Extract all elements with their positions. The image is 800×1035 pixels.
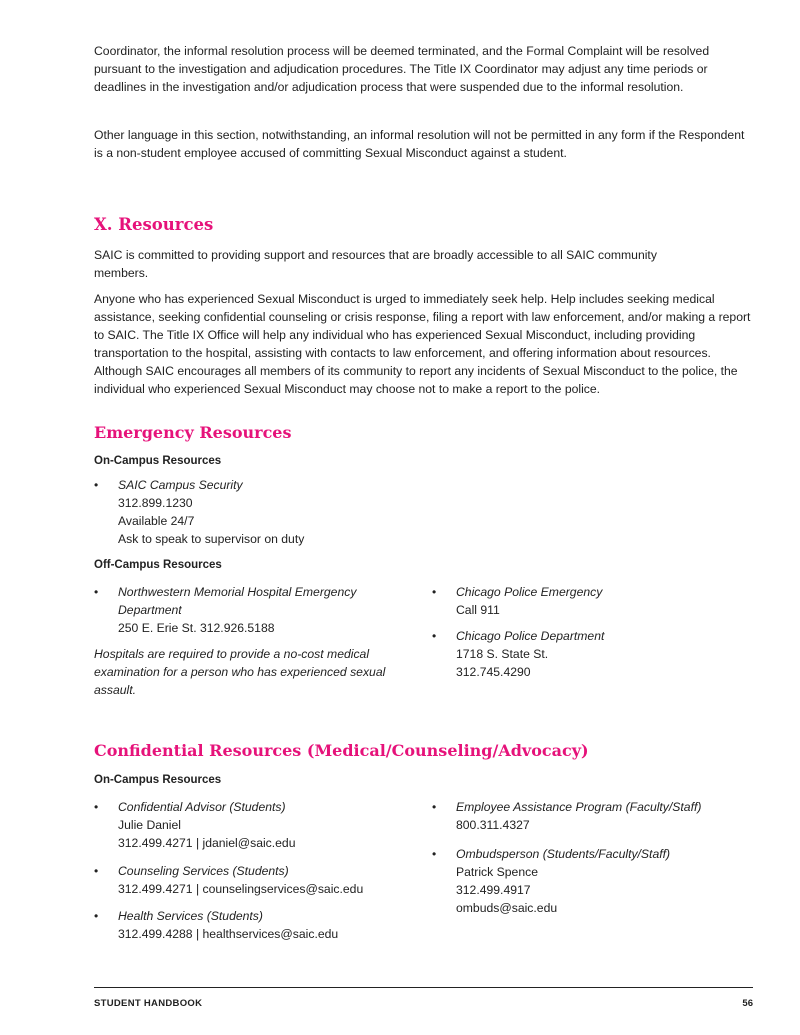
resource-note: Ask to speak to supervisor on duty — [118, 532, 305, 546]
bullet: • — [94, 585, 99, 599]
confidential-resources-heading: Confidential Resources (Medical/Counseling/Advocacy) — [94, 741, 589, 760]
footer-divider — [94, 987, 753, 988]
resource-address: 1718 S. State St. — [456, 647, 549, 661]
list-item-counseling-services — [94, 862, 414, 898]
resource-name: Chicago Police Department — [456, 629, 605, 643]
resource-name: Confidential Advisor (Students) — [118, 800, 286, 814]
hospital-note: Hospitals are required to provide a no-cost medical examination for a person who has experienced sexual assault. — [94, 647, 386, 697]
bullet: • — [94, 478, 99, 492]
resource-address-phone: 250 E. Erie St. 312.926.5188 — [118, 621, 275, 635]
list-item-confidential-advisor — [94, 798, 414, 852]
footer-title: STUDENT HANDBOOK — [94, 998, 203, 1009]
emergency-on-campus-label: On-Campus Resources — [94, 455, 222, 467]
resource-contact: 312.499.4288 | healthservices@saic.edu — [118, 927, 339, 941]
resources-paragraph-1: SAIC is committed to providing support and resources that are broadly accessible to all SAIC community members. — [94, 248, 657, 280]
bullet: • — [432, 585, 437, 599]
resource-contact-name: Julie Daniel — [118, 818, 182, 832]
resource-name: SAIC Campus Security — [118, 478, 243, 492]
emergency-resources-heading: Emergency Resources — [94, 423, 292, 442]
resource-name: Counseling Services (Students) — [118, 864, 289, 878]
resource-contact: 312.499.4271 | jdaniel@saic.edu — [118, 836, 296, 850]
bullet: • — [432, 629, 437, 643]
emergency-off-campus-label: Off-Campus Resources — [94, 559, 222, 571]
resource-name: Health Services (Students) — [118, 909, 263, 923]
list-item-employee-assistance — [432, 798, 752, 834]
resource-contact-name: Patrick Spence — [456, 865, 538, 879]
list-item-campus-security — [94, 476, 414, 548]
bullet: • — [432, 800, 437, 814]
resource-email: ombuds@saic.edu — [456, 901, 558, 915]
bullet: • — [94, 864, 99, 878]
resource-name: Chicago Police Emergency — [456, 585, 603, 599]
resource-phone: 312.745.4290 — [456, 665, 531, 679]
intro-paragraph-1: Coordinator, the informal resolution process will be deemed terminated, and the Formal Complaint will be resolved pursuant to the investigation and adjudication procedures. The Title IX Coordinator may adjust any time periods or deadlines in the investigation and/or adjudication process that were suspended due to the informal resolution. — [94, 44, 710, 94]
resource-availability: Available 24/7 — [118, 514, 195, 528]
resource-phone: 312.499.4917 — [456, 883, 531, 897]
confidential-on-campus-label: On-Campus Resources — [94, 774, 222, 786]
resource-contact: 312.499.4271 | counselingservices@saic.edu — [118, 882, 364, 896]
resource-name: Ombudsperson (Students/Faculty/Staff) — [456, 847, 671, 861]
list-item-health-services — [94, 907, 414, 943]
list-item-police-emergency — [432, 583, 732, 619]
list-item-ombudsperson — [432, 845, 752, 917]
resource-phone: 800.311.4327 — [456, 818, 530, 832]
resource-name: Employee Assistance Program (Faculty/Staff) — [456, 800, 702, 814]
bullet: • — [94, 909, 99, 923]
intro-paragraph-2: Other language in this section, notwithstanding, an informal resolution will not be permitted in any form if the Respondent is a non-student employee accused of committing Sexual Misconduct against a student. — [94, 128, 745, 160]
resource-phone: 312.899.1230 — [118, 496, 193, 510]
list-item-police-department — [432, 627, 732, 681]
bullet: • — [94, 800, 99, 814]
bullet: • — [432, 847, 437, 861]
page-number: 56 — [742, 998, 753, 1009]
resources-heading: X. Resources — [94, 215, 214, 234]
list-item-hospital — [94, 583, 404, 637]
resource-phone: Call 911 — [456, 603, 500, 617]
resources-paragraph-2: Anyone who has experienced Sexual Misconduct is urged to immediately seek help. Help includes seeking medical assistance, seeking confidential counseling or crisis response, filing a report with law enforcement, and/or making a report to SAIC. The Title IX Office will help any individual who has experienced Sexual Misconduct, including providing transportation to the hospital, assisting with contacts to law enforcement, and offering information about resources. Although SAIC encourages all members of its community to report any incidents of Sexual Misconduct to the police, the individual who experienced Sexual Misconduct may choose not to make a report to the police. — [94, 292, 751, 396]
resource-name: Northwestern Memorial Hospital Emergency Department — [118, 585, 357, 617]
